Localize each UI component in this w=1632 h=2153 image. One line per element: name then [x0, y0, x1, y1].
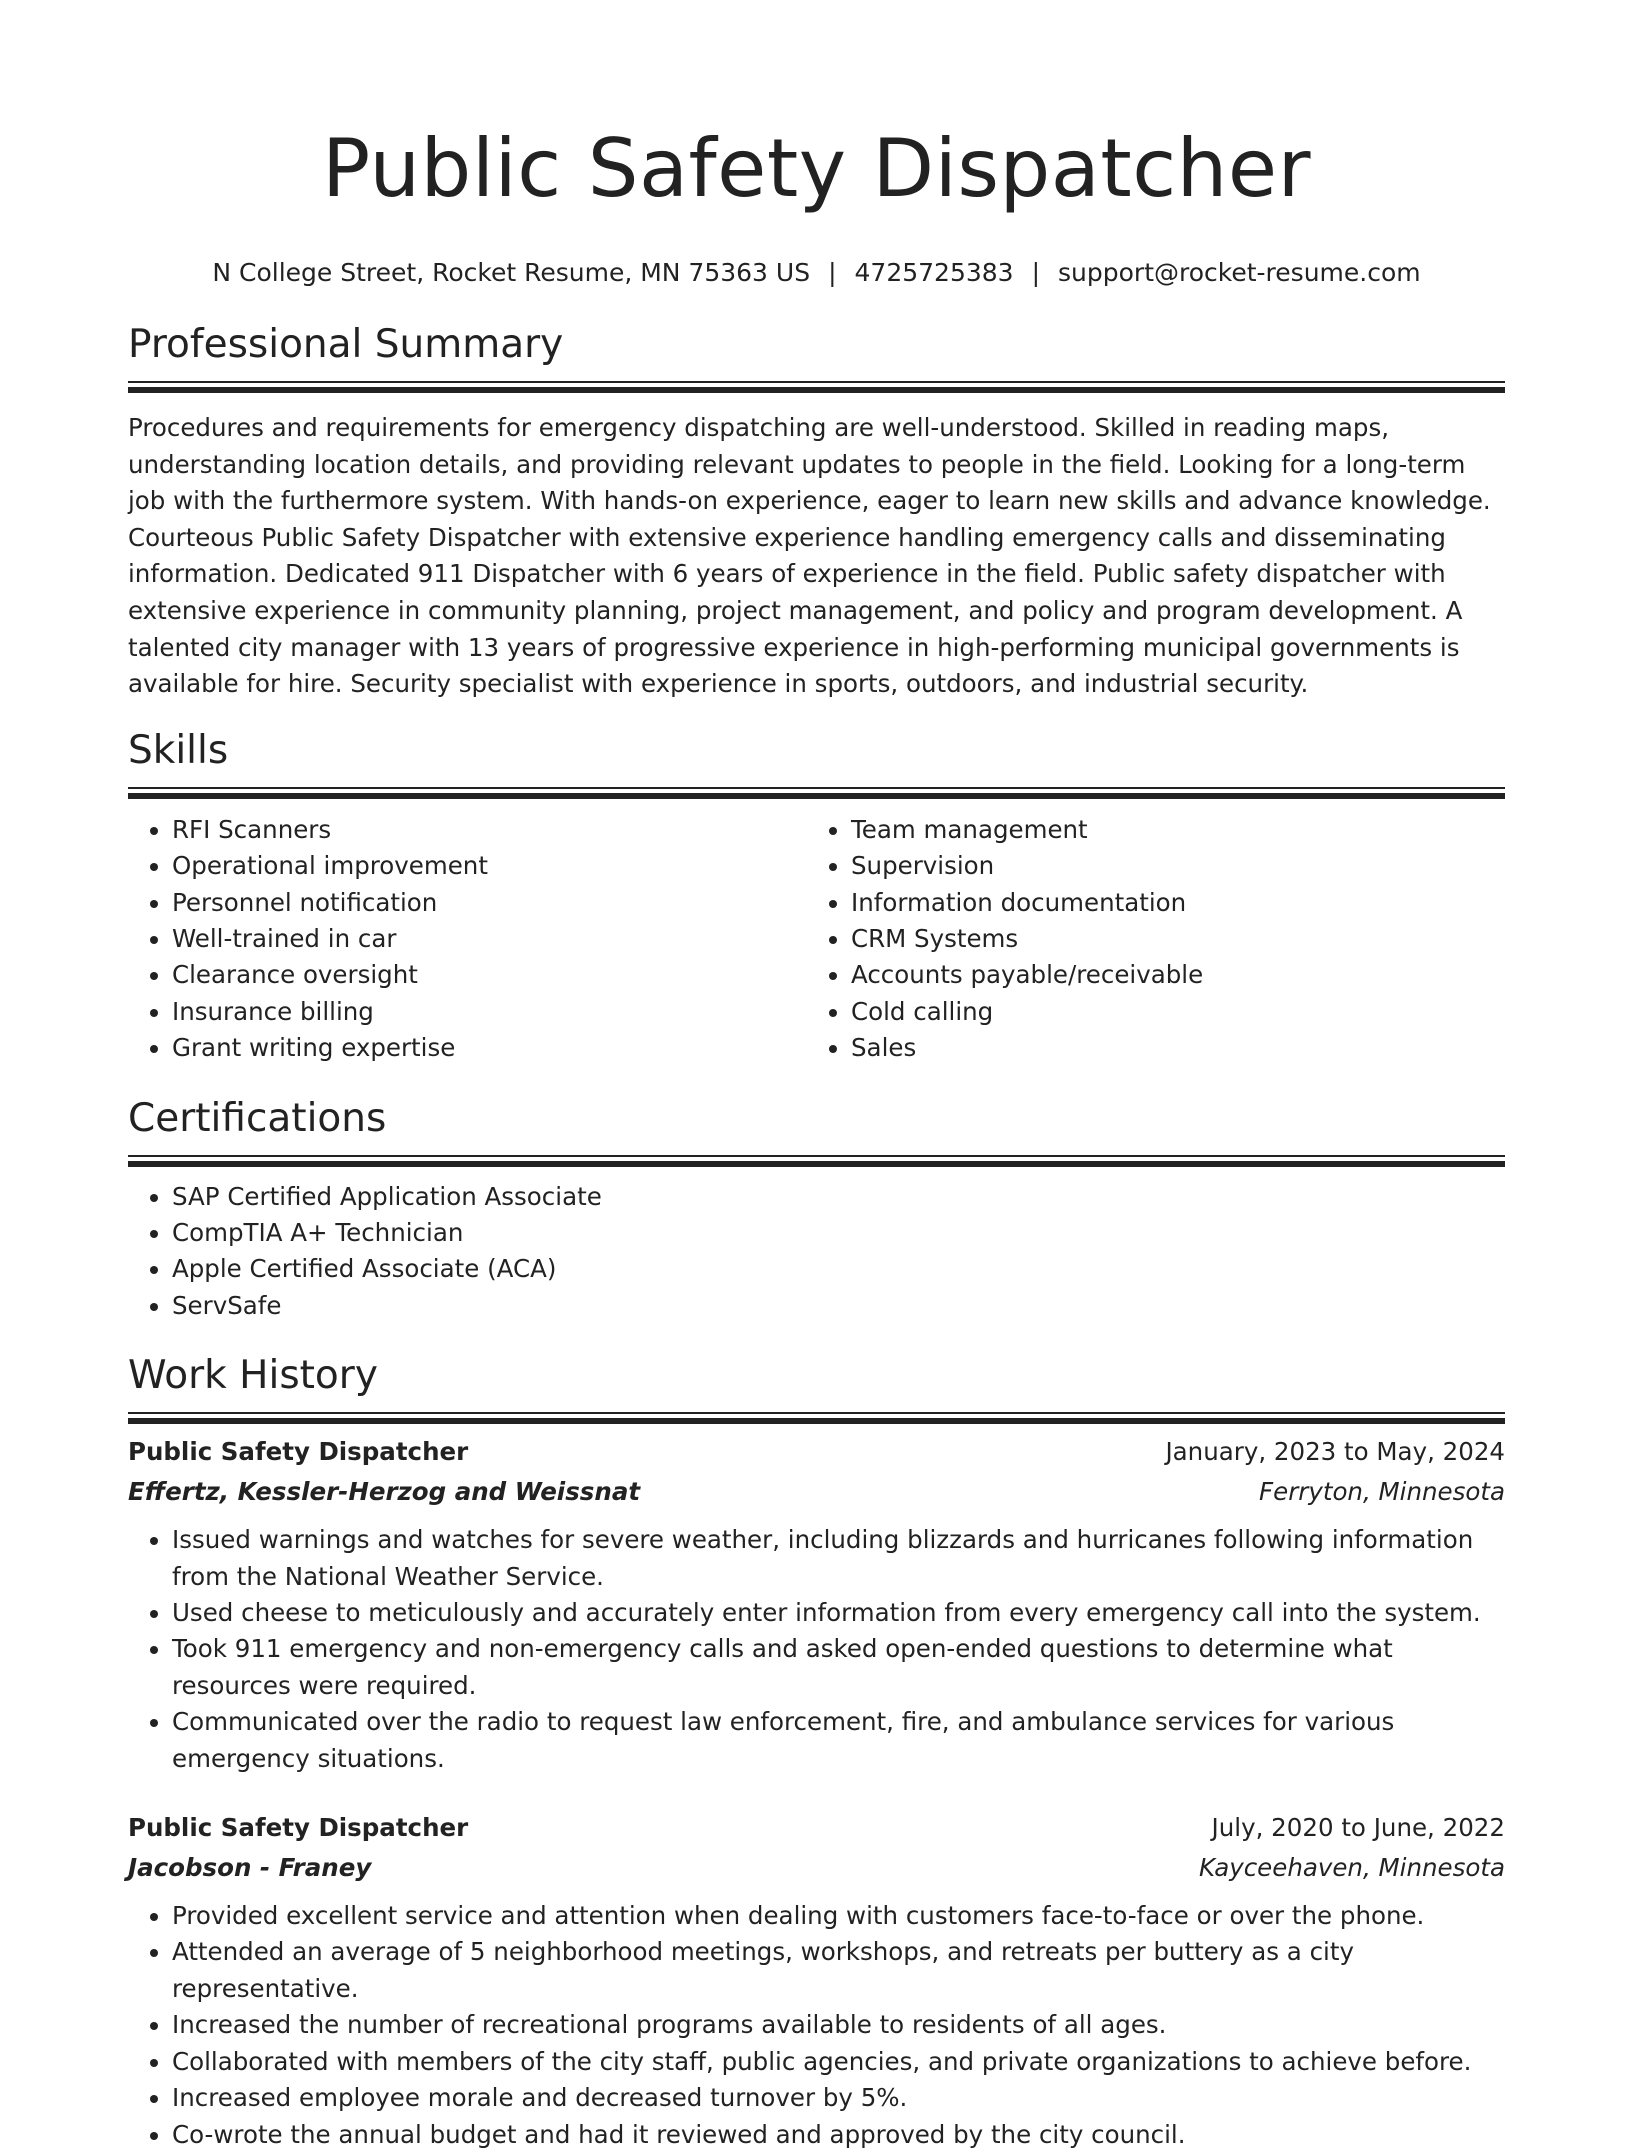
skill-item: • Cold calling: [851, 994, 1486, 1030]
job-bullet: • Increased employee morale and decreased turnover by 5%.: [172, 2080, 1505, 2116]
skill-item: • CRM Systems: [851, 921, 1486, 957]
skills-columns: [128, 812, 1505, 1067]
contact-separator: |: [1031, 258, 1041, 287]
candidate-name: Public Safety Dispatcher: [322, 122, 1311, 215]
section-title-summary: Professional Summary: [128, 322, 564, 367]
skill-item: • Operational improvement: [172, 848, 807, 884]
certification-item: • Apple Certified Associate (ACA): [172, 1251, 1505, 1287]
job-bullet: • Took 911 emergency and non-emergency calls and asked open-ended questions to determine what resources were required.: [172, 1631, 1505, 1704]
skill-item: • Clearance oversight: [172, 957, 807, 993]
job-title: Public Safety Dispatcher: [128, 1437, 469, 1467]
job-bullet: • Provided excellent service and attention when dealing with customers face-to-face or over the phone.: [172, 1898, 1505, 1934]
section-divider: [128, 1155, 1505, 1157]
skill-item: • Grant writing expertise: [172, 1030, 807, 1066]
job-entry: [128, 1432, 1505, 1777]
skill-item: • Insurance billing: [172, 994, 807, 1030]
skill-item: • Sales: [851, 1030, 1486, 1066]
email: support@rocket-resume.com: [1058, 258, 1421, 287]
phone: 4725725383: [854, 258, 1014, 287]
contact-separator: |: [828, 258, 837, 287]
certifications-list: [128, 1179, 1505, 1325]
address: N College Street, Rocket Resume, MN 75363 US: [212, 258, 811, 287]
job-bullet: • Co-wrote the annual budget and had it reviewed and approved by the city council.: [172, 2117, 1505, 2153]
summary-text: Procedures and requirements for emergency dispatching are well-understood. Skilled in reading maps, understanding location details, and providing relevant updates to people in the field. Looking for a long-term job with the furthermore system. With hands-on experience, eager to learn new skills and advance knowledge. Courteous Public Safety Dispatcher with extensive experience handling emergency calls and disseminating information. Dedicated 911 Dispatcher with 6 years of experience in the field. Public safety dispatcher with extensive experience in community planning, project management, and policy and program development. A talented city manager with 13 years of progressive experience in high-performing municipal governments is available for hire. Security specialist with experience in sports, outdoors, and industrial security.: [128, 413, 1491, 699]
summary-section: [128, 320, 1505, 703]
job-company-row: [128, 1848, 1505, 1888]
certification-item: • ServSafe: [172, 1288, 1505, 1324]
resume-page: [128, 0, 1505, 2153]
job-company: Jacobson - Franey: [128, 1853, 372, 1883]
job-location: Ferryton, Minnesota: [1259, 1477, 1505, 1507]
job-header-row: [128, 1432, 1505, 1472]
job-company: Effertz, Kessler-Herzog and Weissnat: [128, 1477, 641, 1507]
section-divider: [128, 1412, 1505, 1414]
job-entry: [128, 1808, 1505, 2153]
job-bullet: • Attended an average of 5 neighborhood meetings, workshops, and retreats per buttery as a city representative.: [172, 1934, 1505, 2007]
section-title-certifications: Certifications: [128, 1095, 387, 1141]
skill-item: • Accounts payable/receivable: [851, 957, 1486, 993]
contact-line: [128, 256, 1505, 290]
job-location: Kayceehaven, Minnesota: [1199, 1853, 1505, 1883]
skill-item: • Information documentation: [851, 885, 1486, 921]
job-dates: January, 2023 to May, 2024: [1165, 1437, 1505, 1467]
skills-section: [128, 726, 1505, 1067]
job-bullet: • Issued warnings and watches for severe weather, including blizzards and hurricanes following information from the National Weather Service.: [172, 1522, 1505, 1595]
skill-item: • Well-trained in car: [172, 921, 807, 957]
section-divider: [128, 787, 1505, 789]
job-bullet: • Communicated over the radio to request law enforcement, fire, and ambulance services for various emergency situations.: [172, 1704, 1505, 1777]
job-bullets: [128, 1522, 1505, 1777]
skill-item: • Supervision: [851, 848, 1486, 884]
skill-item: • Personnel notification: [172, 885, 807, 921]
job-bullets: [128, 1898, 1505, 2153]
certifications-section: [128, 1094, 1505, 1325]
skill-item: • Team management: [851, 812, 1486, 848]
certification-item: • SAP Certified Application Associate: [172, 1179, 1505, 1215]
job-dates: July, 2020 to June, 2022: [1211, 1813, 1505, 1843]
job-header-row: [128, 1808, 1505, 1848]
section-title-work-history: Work History: [128, 1353, 378, 1399]
section-title-skills: Skills: [128, 727, 229, 773]
skills-list-right: [807, 812, 1486, 1067]
work-history-section: [128, 1351, 1505, 2153]
job-bullet: • Increased the number of recreational programs available to residents of all ages.: [172, 2007, 1505, 2043]
job-bullet: • Used cheese to meticulously and accurately enter information from every emergency call into the system.: [172, 1595, 1505, 1631]
certification-item: • CompTIA A+ Technician: [172, 1215, 1505, 1251]
skills-list-left: [128, 812, 807, 1067]
job-title: Public Safety Dispatcher: [128, 1813, 469, 1843]
job-bullet: • Collaborated with members of the city staff, public agencies, and private organizations to achieve before.: [172, 2044, 1505, 2080]
skill-item: • RFI Scanners: [172, 812, 807, 848]
job-company-row: [128, 1472, 1505, 1512]
section-divider: [128, 381, 1505, 383]
